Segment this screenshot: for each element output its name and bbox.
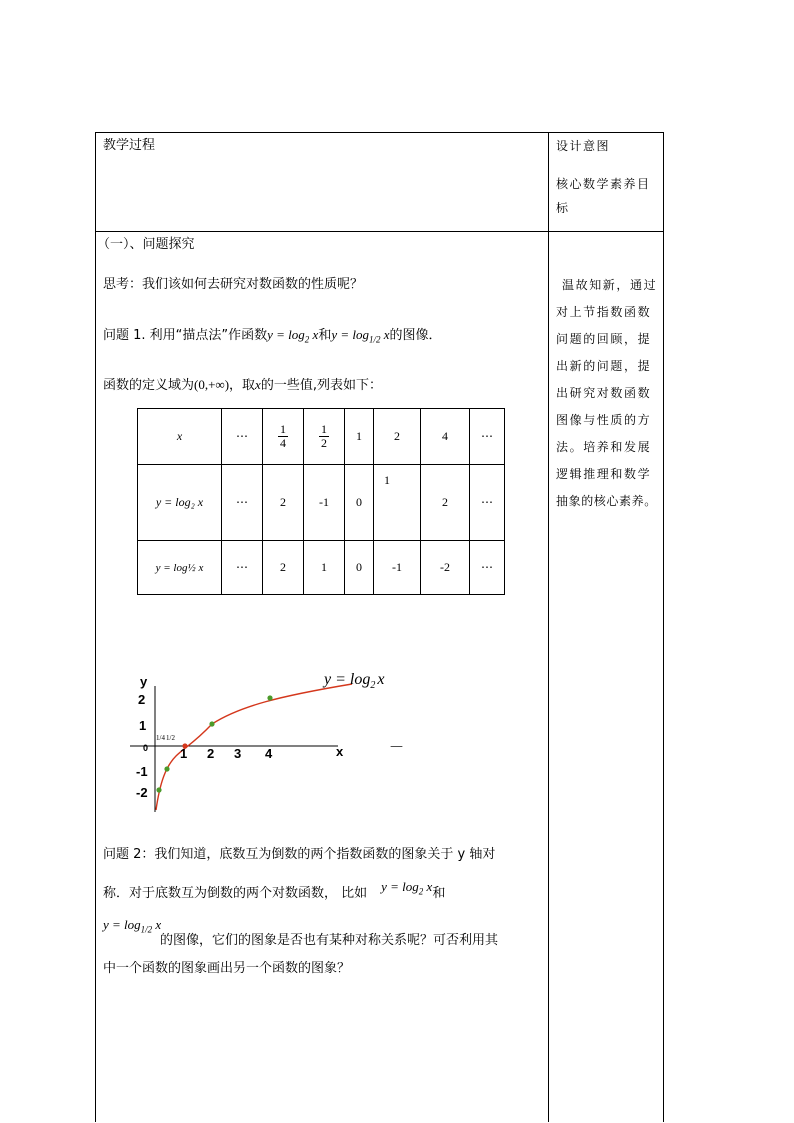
intent-line: 出研究对数函数: [556, 386, 652, 400]
table-cell: ⋯: [222, 465, 263, 541]
table-header-x: x: [138, 409, 222, 465]
p2-func-b-var: x: [155, 917, 162, 932]
outer-border-right: [663, 132, 664, 1122]
x-tick-label: 2: [207, 746, 215, 761]
domain-interval: (0,+∞): [194, 377, 230, 392]
outer-border-top: [95, 132, 664, 133]
p2-func-a-var: x: [426, 879, 433, 894]
func-b-base-num: 1: [369, 334, 374, 345]
func-b-name: y = log: [331, 327, 369, 342]
problem-2-line4: 中一个函数的图象画出另一个函数的图象？: [103, 961, 351, 976]
table-cell: ⋯: [222, 541, 263, 595]
func-b-var: x: [383, 327, 390, 342]
thinking-question: 思考：我们该如何去研究对数函数的性质呢？: [103, 277, 364, 292]
intent-line: 抽象的核心素养。: [556, 494, 657, 508]
table-header-cell: ⋯: [222, 409, 263, 465]
y-tick-label: -1: [136, 764, 148, 779]
header-row-divider: [95, 231, 664, 232]
data-point: [209, 721, 214, 726]
table-cell: -2: [421, 541, 470, 595]
table-header-cell: 1: [345, 409, 374, 465]
table-row1-label: y = log₂ x: [138, 465, 222, 541]
y-tick-label: 2: [138, 692, 146, 707]
problem-2-line1: 问题 2：我们知道，底数互为倒数的两个指数函数的图象关于 y 轴对: [103, 847, 496, 862]
table-cell: 2: [263, 541, 304, 595]
domain-var: x: [255, 377, 261, 392]
axis-y-label: y: [140, 674, 148, 689]
section-title: （一）、问题探究: [97, 237, 195, 252]
x-tick-label: 3: [234, 746, 242, 761]
problem-1-and: 和: [318, 328, 332, 343]
curve-label-base: 2: [370, 680, 376, 691]
domain-prefix: 函数的定义域为: [103, 378, 195, 393]
value-table: [137, 408, 505, 595]
domain-middle: ，取: [229, 378, 256, 393]
problem-1-prefix: 问题 1. 利用“描点法”作函数: [103, 328, 268, 343]
table-header-half: $\frac{1}{2}$: [304, 409, 345, 465]
table-cell: -1: [304, 465, 345, 541]
table-cell: ⋯: [470, 541, 505, 595]
p2-func-b-base: 1/2: [140, 924, 153, 935]
intent-line: 逻辑推理和数学: [556, 467, 652, 481]
right-header-title: 设计意图: [556, 139, 611, 153]
func-a-var: x: [312, 327, 319, 342]
intent-line: 法。培养和发展: [556, 440, 652, 454]
design-intent-text: [556, 272, 662, 515]
p2-func-b-name: y = log: [103, 917, 141, 932]
problem-1-func-b: [331, 327, 390, 345]
p2-func-b-base-den: 2: [147, 924, 153, 935]
func-a-name: y = log: [267, 327, 305, 342]
domain-line: [103, 376, 382, 395]
func-a-base: 2: [304, 334, 310, 345]
p2-func-b-base-num: 1: [140, 924, 146, 935]
p2-func-a-name: y = log: [381, 879, 419, 894]
problem-2-func-a: [381, 878, 432, 901]
right-header-subtitle-1: 核心数学素养目: [556, 177, 651, 191]
small-frac-half: 1/2: [166, 734, 175, 742]
data-point: [164, 766, 169, 771]
log-graph: [120, 662, 420, 822]
intent-line: 温故知新，通过: [562, 278, 658, 292]
p2-func-a-base: 2: [418, 886, 424, 897]
problem-1: [103, 326, 442, 349]
problem-1-suffix: 的图像．: [389, 328, 442, 343]
intent-line: 对上节指数函数: [556, 305, 652, 319]
table-cell: 2: [421, 465, 470, 541]
problem-2-and: 和: [432, 886, 446, 901]
table-header-quarter: $\frac{1}{4}$: [263, 409, 304, 465]
intent-line: 问题的回顾，提: [556, 332, 652, 346]
y-tick-label: -2: [136, 785, 148, 800]
outer-border-left: [95, 132, 96, 1122]
func-b-base: 1/2: [369, 334, 381, 345]
table-cell: 1: [374, 465, 421, 541]
table-header-cell: 2: [374, 409, 421, 465]
problem-1-func-a: [267, 327, 319, 345]
small-frac-quarter: 1/4: [156, 734, 165, 742]
table-cell: 2: [263, 465, 304, 541]
origin-label: 0: [143, 743, 149, 753]
table-cell: 0: [345, 465, 374, 541]
problem-2-line2: [103, 879, 446, 907]
curve-label-var: x: [377, 671, 385, 688]
intent-line: 图像与性质的方: [556, 413, 652, 427]
table-row2-label: y = log½ x: [138, 541, 222, 595]
table-header-cell: ⋯: [470, 409, 505, 465]
table-cell: 1: [304, 541, 345, 595]
table-header-cell: 4: [421, 409, 470, 465]
intent-line: 出新的问题，提: [556, 359, 652, 373]
dash-mark: —: [390, 739, 403, 754]
problem-2-line2-prefix: 称．对于底数互为倒数的两个对数函数， 比如: [103, 886, 368, 901]
axis-x-label: x: [336, 744, 344, 759]
func-b-base-den: 2: [376, 334, 381, 345]
data-point: [267, 695, 272, 700]
column-divider: [548, 132, 549, 1122]
data-point: [156, 787, 161, 792]
x-tick-label: 1: [180, 746, 188, 761]
table-cell: -1: [374, 541, 421, 595]
problem-2-func-b: [103, 916, 161, 939]
table-cell: ⋯: [470, 465, 505, 541]
domain-suffix: 的一些值,列表如下：: [260, 378, 382, 393]
problem-2-line3: 的图像，它们的图象是否也有某种对称关系呢？可否利用其: [160, 933, 499, 948]
right-header-subtitle-2: 标: [556, 201, 569, 215]
y-tick-label: 1: [139, 718, 147, 733]
left-header: 教学过程: [103, 138, 156, 153]
x-tick-label: 4: [265, 746, 273, 761]
curve-label-name: y = log: [324, 671, 371, 688]
table-cell: 0: [345, 541, 374, 595]
